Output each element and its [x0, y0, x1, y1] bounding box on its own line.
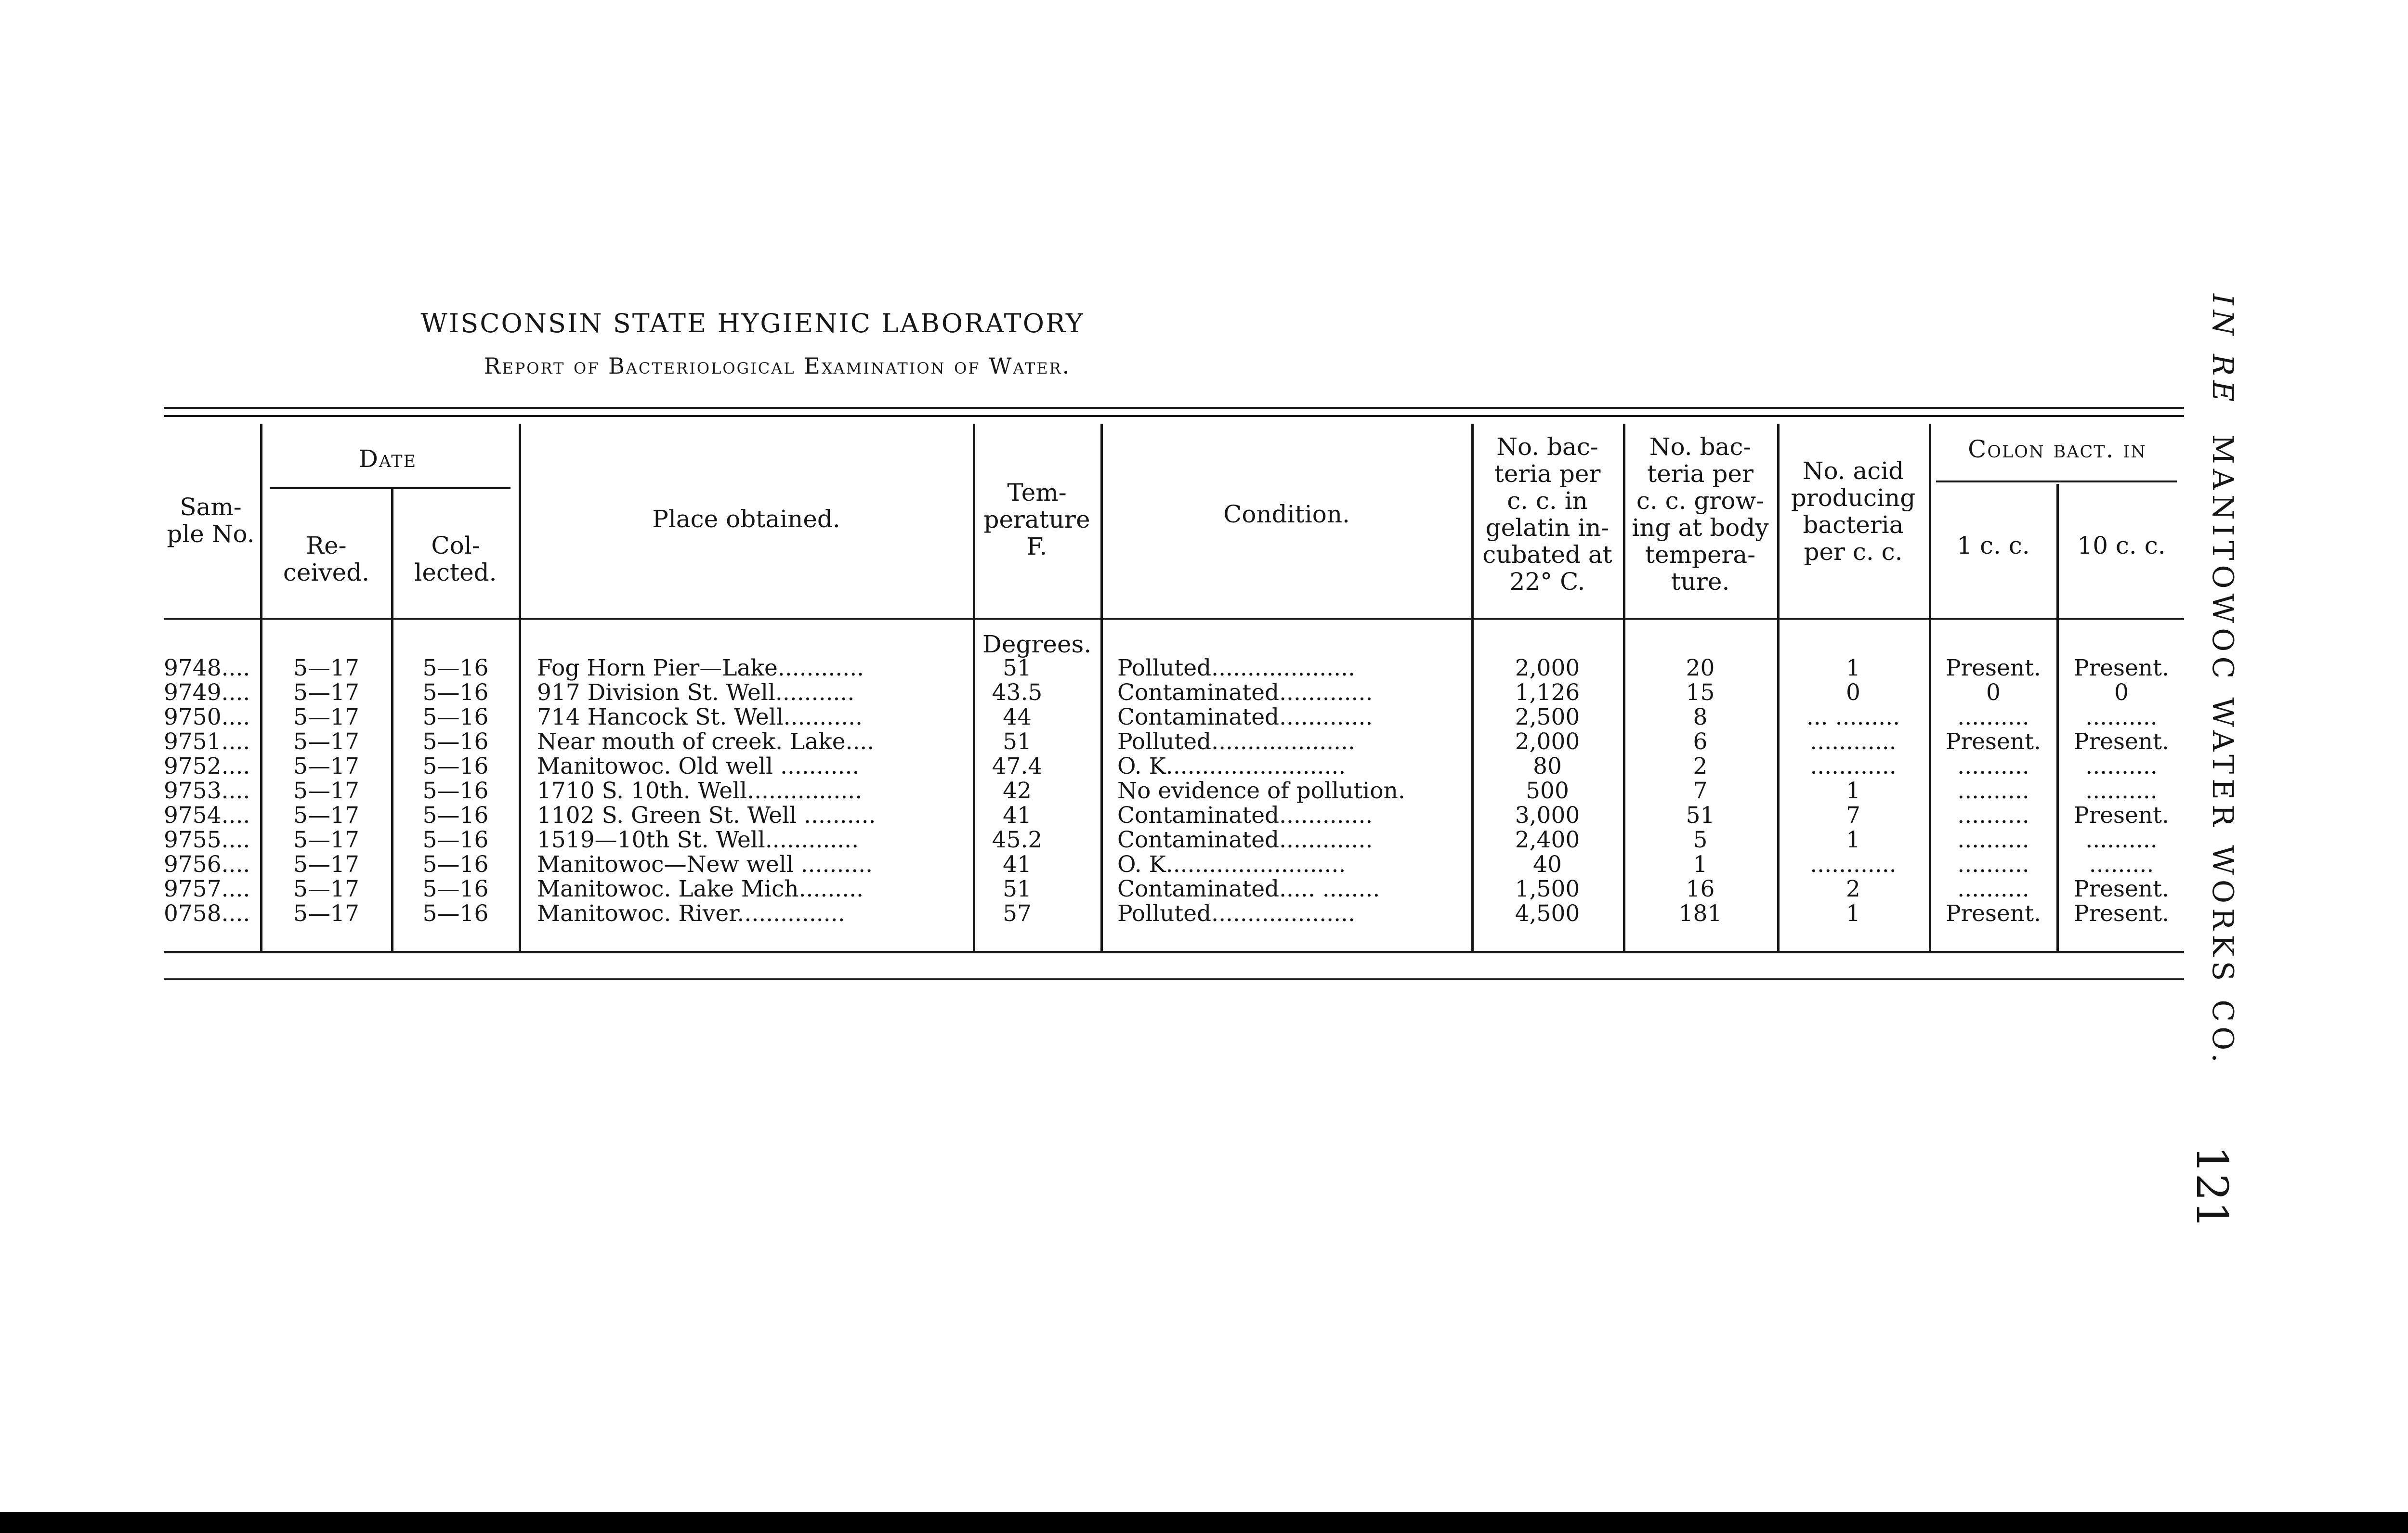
header-colon-group: Colon bact. in: [1968, 435, 2146, 463]
cell-collected: 5—16: [422, 728, 489, 755]
cell-received: 5—17: [293, 851, 359, 878]
cell-gelatin-count: 2,000: [1515, 655, 1580, 681]
cell-temperature: 57: [1003, 900, 1032, 927]
cell-condition: Polluted....................: [1117, 900, 1355, 927]
cell-collected: 5—16: [422, 778, 489, 804]
cell-body-temp-count: 16: [1686, 876, 1715, 902]
cell-received: 5—17: [293, 900, 359, 927]
table-bottom-rule-2: [164, 978, 2184, 980]
header-date-group: Date: [358, 445, 417, 473]
cell-condition: Contaminated..... ........: [1117, 876, 1380, 902]
header-underline: [164, 618, 2184, 620]
cell-temperature: 51: [1003, 655, 1032, 681]
cell-gelatin-count: 40: [1533, 851, 1562, 878]
cell-collected: 5—16: [422, 876, 489, 902]
cell-temperature: 41: [1003, 851, 1032, 878]
cell-gelatin-count: 80: [1533, 753, 1562, 779]
cell-condition: Polluted....................: [1117, 655, 1355, 681]
header-acid: No. acid producing bacteria per c. c.: [1791, 457, 1916, 566]
table-top-rule-2: [164, 415, 2184, 417]
cell-body-temp-count: 15: [1686, 679, 1715, 706]
cell-colon-1cc: Present.: [1946, 655, 2041, 681]
cell-acid-count: 2: [1846, 876, 1860, 902]
cell-place: Manitowoc. Old well ...........: [537, 753, 860, 779]
header-collected: Col- lected.: [414, 532, 497, 586]
cell-received: 5—17: [293, 802, 359, 829]
report-subtitle: Report of Bacteriological Examination of Water.: [484, 353, 1071, 379]
cell-sample-no: 9750....: [164, 704, 250, 730]
running-head: [2206, 294, 2239, 1067]
cell-received: 5—17: [293, 753, 359, 779]
cell-gelatin-count: 2,500: [1515, 704, 1580, 730]
header-temperature: Tem- perature F.: [983, 479, 1090, 560]
cell-place: Fog Horn Pier—Lake............: [537, 655, 864, 681]
cell-acid-count: 1: [1846, 655, 1860, 681]
cell-received: 5—17: [293, 876, 359, 902]
cell-temperature: 47.4: [992, 753, 1043, 779]
cell-condition: Contaminated.............: [1117, 827, 1373, 853]
cell-place: 1102 S. Green St. Well ..........: [537, 802, 876, 829]
table-bottom-rule: [164, 951, 2184, 953]
header-colon-10cc: 10 c. c.: [2077, 532, 2166, 559]
cell-place: Manitowoc—New well ..........: [537, 851, 873, 878]
cell-sample-no: 9752....: [164, 753, 250, 779]
cell-body-temp-count: 6: [1693, 728, 1708, 755]
cell-colon-10cc: Present.: [2074, 728, 2169, 755]
cell-received: 5—17: [293, 704, 359, 730]
cell-acid-count: ............: [1810, 851, 1897, 878]
cell-colon-1cc: Present.: [1946, 728, 2041, 755]
cell-acid-count: ............: [1810, 753, 1897, 779]
cell-colon-1cc: ..........: [1957, 753, 2029, 779]
running-head-rest: MANITOWOC WATER WORKS CO.: [2206, 434, 2239, 1067]
header-place: Place obtained.: [652, 505, 840, 533]
header-received: Re- ceived.: [283, 532, 370, 586]
cell-place: Near mouth of creek. Lake....: [537, 728, 875, 755]
colon-group-underline: [1936, 481, 2177, 482]
cell-temperature: 51: [1003, 728, 1032, 755]
cell-body-temp-count: 2: [1693, 753, 1708, 779]
cell-colon-10cc: Present.: [2074, 900, 2169, 927]
cell-body-temp-count: 5: [1693, 827, 1708, 853]
cell-gelatin-count: 1,126: [1515, 679, 1580, 706]
cell-place: 1710 S. 10th. Well................: [537, 778, 863, 804]
cell-gelatin-count: 1,500: [1515, 876, 1580, 902]
cell-collected: 5—16: [422, 802, 489, 829]
cell-gelatin-count: 2,400: [1515, 827, 1580, 853]
cell-place: Manitowoc. River...............: [537, 900, 845, 927]
cell-colon-10cc: 0: [2114, 679, 2129, 706]
cell-temperature: 42: [1003, 778, 1032, 804]
cell-colon-1cc: ..........: [1957, 851, 2029, 878]
cell-collected: 5—16: [422, 704, 489, 730]
cell-body-temp-count: 7: [1693, 778, 1708, 804]
cell-sample-no: 9748....: [164, 655, 250, 681]
column-divider: [519, 424, 521, 951]
cell-sample-no: 9755....: [164, 827, 250, 853]
cell-sample-no: 9753....: [164, 778, 250, 804]
cell-condition: O. K.........................: [1117, 753, 1346, 779]
cell-colon-1cc: ..........: [1957, 802, 2029, 829]
cell-temperature: 44: [1003, 704, 1032, 730]
cell-body-temp-count: 20: [1686, 655, 1715, 681]
header-sample-no: Sam- ple No.: [167, 493, 255, 548]
cell-gelatin-count: 4,500: [1515, 900, 1580, 927]
cell-sample-no: 9749....: [164, 679, 250, 706]
cell-condition: No evidence of pollution.: [1117, 778, 1405, 804]
cell-temperature: 51: [1003, 876, 1032, 902]
cell-gelatin-count: 3,000: [1515, 802, 1580, 829]
cell-sample-no: 9751....: [164, 728, 250, 755]
cell-body-temp-count: 181: [1678, 900, 1722, 927]
cell-colon-1cc: Present.: [1946, 900, 2041, 927]
header-condition: Condition.: [1223, 500, 1350, 528]
cell-colon-1cc: ..........: [1957, 704, 2029, 730]
cell-temperature: 41: [1003, 802, 1032, 829]
header-body-temp: No. bac- teria per c. c. grow- ing at body tempera- ture.: [1632, 433, 1769, 596]
cell-condition: O. K.........................: [1117, 851, 1346, 878]
cell-acid-count: 7: [1846, 802, 1860, 829]
cell-condition: Polluted....................: [1117, 728, 1355, 755]
header-gelatin: No. bac- teria per c. c. in gelatin in- cubated at 22° C.: [1482, 433, 1612, 596]
header-colon-1cc: 1 c. c.: [1957, 532, 2030, 559]
cell-temperature: 45.2: [992, 827, 1043, 853]
cell-colon-10cc: ..........: [2085, 753, 2158, 779]
cell-collected: 5—16: [422, 827, 489, 853]
cell-colon-10cc: ..........: [2085, 704, 2158, 730]
cell-place: Manitowoc. Lake Mich.........: [537, 876, 864, 902]
cell-place: 1519—10th St. Well.............: [537, 827, 859, 853]
cell-body-temp-count: 8: [1693, 704, 1708, 730]
cell-colon-1cc: ..........: [1957, 827, 2029, 853]
table-top-rule: [164, 407, 2184, 409]
cell-acid-count: 1: [1846, 900, 1860, 927]
cell-acid-count: ............: [1810, 728, 1897, 755]
cell-body-temp-count: 51: [1686, 802, 1715, 829]
cell-body-temp-count: 1: [1693, 851, 1708, 878]
cell-collected: 5—16: [422, 900, 489, 927]
report-title: WISCONSIN STATE HYGIENIC LABORATORY: [420, 308, 1085, 338]
cell-acid-count: 1: [1846, 778, 1860, 804]
cell-collected: 5—16: [422, 851, 489, 878]
cell-sample-no: 9754....: [164, 802, 250, 829]
cell-condition: Contaminated.............: [1117, 679, 1373, 706]
cell-received: 5—17: [293, 655, 359, 681]
cell-condition: Contaminated.............: [1117, 802, 1373, 829]
running-head-italic: IN RE: [2206, 294, 2239, 407]
cell-acid-count: 1: [1846, 827, 1860, 853]
cell-collected: 5—16: [422, 679, 489, 706]
cell-sample-no: 0758....: [164, 900, 250, 927]
cell-colon-10cc: Present.: [2074, 802, 2169, 829]
cell-place: 714 Hancock St. Well...........: [537, 704, 863, 730]
cell-received: 5—17: [293, 778, 359, 804]
cell-colon-10cc: Present.: [2074, 655, 2169, 681]
temperature-unit-label: Degrees.: [982, 630, 1092, 658]
date-group-underline: [270, 487, 510, 489]
cell-acid-count: ... .........: [1806, 704, 1900, 730]
cell-colon-1cc: ..........: [1957, 876, 2029, 902]
cell-received: 5—17: [293, 827, 359, 853]
cell-acid-count: 0: [1846, 679, 1860, 706]
cell-collected: 5—16: [422, 655, 489, 681]
cell-colon-10cc: .........: [2089, 851, 2154, 878]
cell-colon-10cc: ..........: [2085, 778, 2158, 804]
cell-gelatin-count: 2,000: [1515, 728, 1580, 755]
cell-colon-10cc: ..........: [2085, 827, 2158, 853]
cell-sample-no: 9756....: [164, 851, 250, 878]
page-number: 121: [2186, 1146, 2237, 1229]
cell-sample-no: 9757....: [164, 876, 250, 902]
cell-received: 5—17: [293, 728, 359, 755]
cell-condition: Contaminated.............: [1117, 704, 1373, 730]
cell-colon-1cc: ..........: [1957, 778, 2029, 804]
cell-colon-1cc: 0: [1986, 679, 2001, 706]
cell-temperature: 43.5: [992, 679, 1043, 706]
cell-collected: 5—16: [422, 753, 489, 779]
cell-received: 5—17: [293, 679, 359, 706]
cell-place: 917 Division St. Well...........: [537, 679, 855, 706]
cell-gelatin-count: 500: [1526, 778, 1569, 804]
cell-colon-10cc: Present.: [2074, 876, 2169, 902]
scan-edge-bar: [0, 1512, 2408, 1533]
